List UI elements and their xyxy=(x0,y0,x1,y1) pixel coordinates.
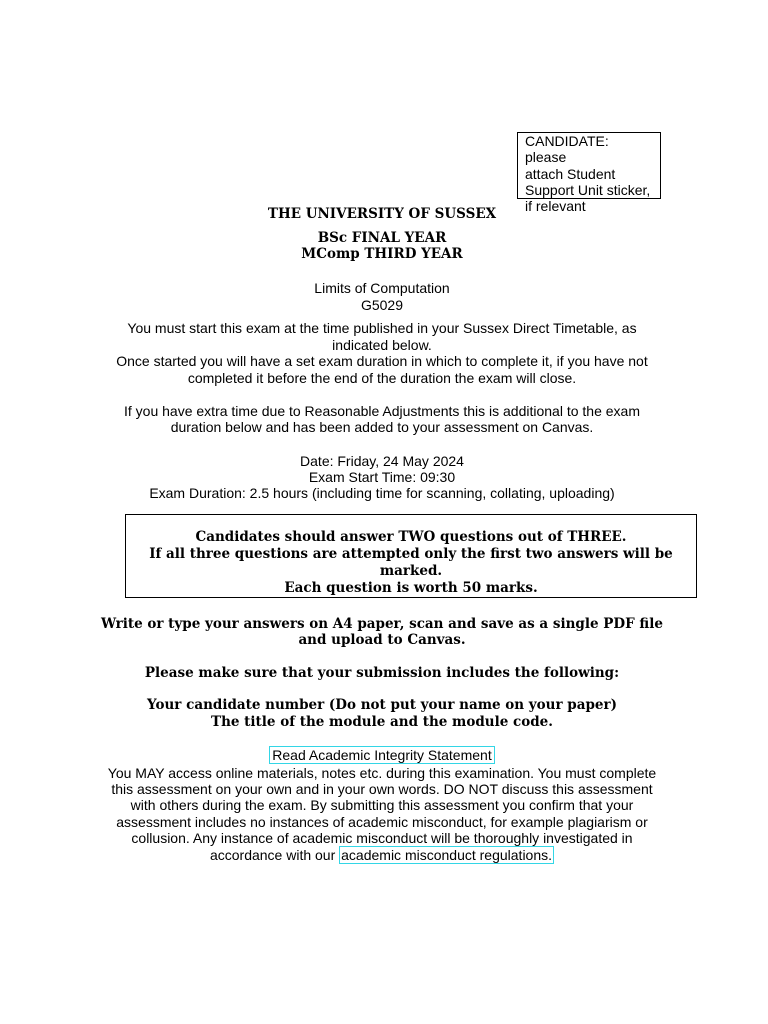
timing-line: indicated below. xyxy=(332,337,432,353)
instructions-line: If all three questions are attempted only the first two answers will be marked. xyxy=(149,546,673,579)
university-name: THE UNIVERSITY OF SUSSEX xyxy=(267,206,497,222)
timing-line: You must start this exam at the time published in your Sussex Direct Timetable, as xyxy=(127,320,637,336)
exam-start-time: Exam Start Time: 09:30 xyxy=(308,469,456,485)
instructions-line: Candidates should answer TWO questions out of THREE. xyxy=(195,529,627,545)
integrity-link-row xyxy=(0,747,764,763)
academic-integrity-link[interactable]: Read Academic Integrity Statement xyxy=(269,746,494,764)
integrity-line-prefix: accordance with our xyxy=(209,847,340,863)
submission-line: and upload to Canvas. xyxy=(298,632,466,648)
sticker-line: attach Student xyxy=(525,165,616,182)
module-code: G5029 xyxy=(360,297,404,313)
integrity-line: You MAY access online materials, notes etc. during this examination. You must complete xyxy=(107,765,657,781)
instructions-line: Each question is worth 50 marks. xyxy=(284,580,538,596)
module-title: Limits of Computation xyxy=(314,280,450,296)
sticker-box xyxy=(517,132,661,215)
sticker-line: if relevant xyxy=(525,198,586,215)
integrity-line: with others during the exam. By submitting this assessment you confirm that your xyxy=(130,797,634,813)
integrity-line: assessment includes no instances of academic misconduct, for example plagiarism or xyxy=(116,814,648,830)
exam-duration: Exam Duration: 2.5 hours (including time for scanning, collating, uploading) xyxy=(149,485,615,501)
submission-requirements-heading: Please make sure that your submission includes the following: xyxy=(144,665,620,681)
instructions-box xyxy=(125,514,697,598)
submission-line: Write or type your answers on A4 paper, scan and save as a single PDF file xyxy=(101,616,663,632)
timing-line: completed it before the end of the duration the exam will close. xyxy=(187,370,577,386)
sticker-line: Support Unit sticker, xyxy=(525,181,651,198)
adjustments-line: duration below and has been added to your assessment on Canvas. xyxy=(170,419,594,435)
sticker-line: CANDIDATE: please xyxy=(525,133,609,166)
requirement-module-title: The title of the module and the module code. xyxy=(211,714,553,730)
integrity-last-line xyxy=(0,847,764,863)
year-line-1: BSc FINAL YEAR xyxy=(317,230,447,246)
requirement-candidate-number: Your candidate number (Do not put your name on your paper) xyxy=(147,697,617,713)
timing-line: Once started you will have a set exam duration in which to complete it, if you have not xyxy=(116,353,648,369)
integrity-line: this assessment on your own and in your own words. DO NOT discuss this assessment xyxy=(111,781,653,797)
adjustments-line: If you have extra time due to Reasonable Adjustments this is additional to the exam xyxy=(124,403,640,419)
misconduct-regulations-link[interactable]: academic misconduct regulations. xyxy=(341,847,553,863)
year-line-2: MComp THIRD YEAR xyxy=(301,246,463,262)
integrity-line: collusion. Any instance of academic misconduct will be thoroughly investigated in xyxy=(131,830,633,846)
exam-date: Date: Friday, 24 May 2024 xyxy=(300,453,464,469)
